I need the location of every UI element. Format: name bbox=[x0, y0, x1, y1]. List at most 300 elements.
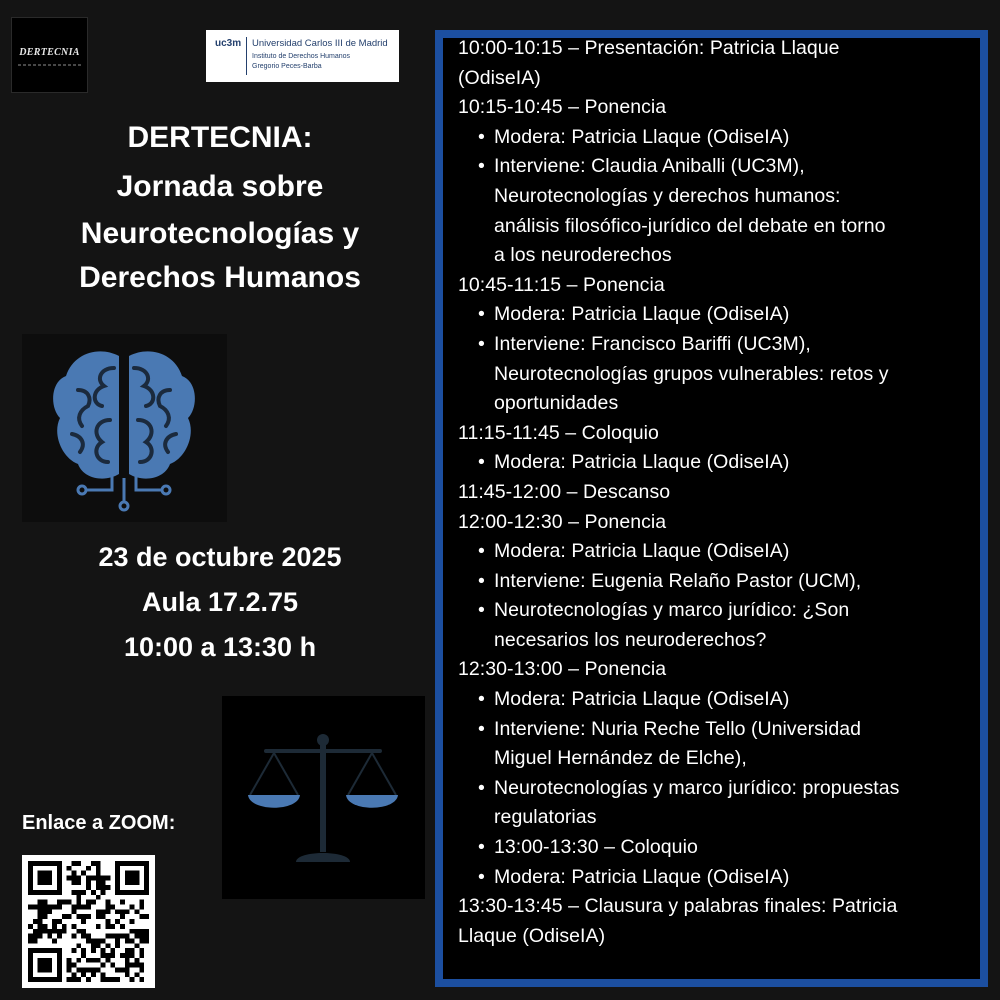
program-text-line: 10:15-10:45 – Ponencia bbox=[458, 96, 667, 119]
qr-module bbox=[67, 977, 72, 982]
qr-module bbox=[38, 963, 43, 968]
qr-module bbox=[105, 977, 110, 982]
qr-module bbox=[33, 977, 38, 982]
qr-module bbox=[139, 953, 144, 958]
qr-module bbox=[139, 900, 144, 905]
qr-module bbox=[76, 914, 81, 919]
qr-module bbox=[120, 934, 125, 939]
qr-module bbox=[86, 880, 91, 885]
qr-module bbox=[38, 977, 43, 982]
qr-module bbox=[57, 963, 62, 968]
qr-module bbox=[43, 948, 48, 953]
qr-module bbox=[43, 876, 48, 881]
qr-module bbox=[67, 900, 72, 905]
qr-module bbox=[62, 914, 67, 919]
qr-module bbox=[101, 972, 106, 977]
qr-module bbox=[52, 861, 57, 866]
qr-module bbox=[28, 967, 33, 972]
qr-module bbox=[62, 929, 67, 934]
qr-module bbox=[38, 934, 43, 939]
qr-module bbox=[76, 895, 81, 900]
scales-icon-panel bbox=[222, 696, 425, 899]
qr-module bbox=[139, 938, 144, 943]
brain-icon-panel bbox=[22, 334, 227, 522]
qr-module bbox=[91, 972, 96, 977]
qr-module bbox=[76, 876, 81, 881]
qr-module bbox=[86, 885, 91, 890]
qr-module bbox=[101, 880, 106, 885]
qr-module bbox=[105, 953, 110, 958]
qr-module bbox=[120, 953, 125, 958]
qr-module bbox=[120, 914, 125, 919]
bullet-icon: • bbox=[478, 836, 485, 859]
qr-module bbox=[38, 909, 43, 914]
qr-module bbox=[110, 948, 115, 953]
qr-module bbox=[91, 876, 96, 881]
qr-module bbox=[86, 905, 91, 910]
brain-icon bbox=[22, 334, 227, 522]
qr-module bbox=[110, 924, 115, 929]
qr-module bbox=[47, 929, 52, 934]
qr-module bbox=[139, 963, 144, 968]
qr-module bbox=[105, 900, 110, 905]
zoom-qr-code[interactable] bbox=[22, 855, 155, 988]
qr-module bbox=[57, 958, 62, 963]
qr-module bbox=[125, 876, 130, 881]
qr-module bbox=[72, 977, 77, 982]
program-detail-item bbox=[458, 567, 978, 597]
qr-module bbox=[91, 938, 96, 943]
program-text-line: Llaque (OdiseIA) bbox=[458, 924, 606, 947]
qr-module bbox=[96, 958, 101, 963]
qr-module bbox=[86, 938, 91, 943]
bullet-icon: • bbox=[478, 332, 485, 355]
program-text-line: Interviene: Francisco Bariffi (UC3M), bbox=[494, 332, 811, 355]
qr-module bbox=[43, 909, 48, 914]
qr-module bbox=[28, 880, 33, 885]
qr-module bbox=[72, 905, 77, 910]
qr-module bbox=[43, 958, 48, 963]
qr-module bbox=[110, 963, 115, 968]
bullet-icon: • bbox=[478, 776, 485, 799]
qr-module bbox=[125, 890, 130, 895]
program-detail-item bbox=[458, 152, 978, 270]
qr-module bbox=[62, 924, 67, 929]
qr-module bbox=[130, 871, 135, 876]
qr-module bbox=[96, 876, 101, 881]
bullet-icon: • bbox=[478, 125, 485, 148]
qr-module bbox=[144, 934, 149, 939]
program-text-line: Neurotecnologías y marco jurídico: propuestas bbox=[494, 776, 900, 799]
qr-module bbox=[134, 890, 139, 895]
qr-module bbox=[144, 866, 149, 871]
title-line-4: Derechos Humanos bbox=[79, 261, 361, 294]
qr-module bbox=[139, 890, 144, 895]
qr-module bbox=[125, 953, 130, 958]
qr-module bbox=[144, 861, 149, 866]
qr-module bbox=[125, 963, 130, 968]
qr-module bbox=[96, 885, 101, 890]
scales-of-justice-icon bbox=[222, 696, 425, 899]
qr-module bbox=[57, 871, 62, 876]
qr-module bbox=[110, 977, 115, 982]
program-text-line: Neurotecnologías grupos vulnerables: retos y bbox=[494, 362, 889, 385]
qr-module bbox=[125, 948, 130, 953]
qr-code-icon[interactable] bbox=[28, 861, 149, 982]
qr-module bbox=[57, 876, 62, 881]
qr-module bbox=[120, 924, 125, 929]
qr-module bbox=[125, 861, 130, 866]
qr-module bbox=[105, 905, 110, 910]
qr-module bbox=[28, 924, 33, 929]
qr-module bbox=[134, 861, 139, 866]
qr-module bbox=[81, 871, 86, 876]
program-text-line: Modera: Patricia Llaque (OdiseIA) bbox=[494, 540, 790, 563]
qr-module bbox=[96, 938, 101, 943]
qr-module bbox=[72, 876, 77, 881]
qr-module bbox=[110, 934, 115, 939]
program-detail-item bbox=[458, 330, 978, 419]
qr-module bbox=[57, 880, 62, 885]
qr-module bbox=[110, 953, 115, 958]
qr-module bbox=[57, 948, 62, 953]
qr-module bbox=[81, 948, 86, 953]
qr-module bbox=[57, 866, 62, 871]
qr-module bbox=[101, 914, 106, 919]
qr-module bbox=[81, 972, 86, 977]
qr-module bbox=[96, 895, 101, 900]
qr-module bbox=[130, 938, 135, 943]
program-detail-item bbox=[458, 300, 978, 330]
program-text-line: 10:45-11:15 – Ponencia bbox=[458, 273, 665, 296]
qr-module bbox=[96, 909, 101, 914]
qr-module bbox=[57, 900, 62, 905]
qr-module bbox=[47, 861, 52, 866]
qr-module bbox=[67, 963, 72, 968]
qr-module bbox=[76, 880, 81, 885]
qr-module bbox=[125, 880, 130, 885]
qr-module bbox=[33, 948, 38, 953]
qr-module bbox=[81, 967, 86, 972]
qr-module bbox=[96, 866, 101, 871]
qr-module bbox=[144, 929, 149, 934]
qr-module bbox=[33, 919, 38, 924]
qr-module bbox=[86, 866, 91, 871]
qr-module bbox=[101, 963, 106, 968]
program-text-line: 10:00-10:15 – Presentación: Patricia Llaque bbox=[458, 37, 840, 59]
program-text-line: oportunidades bbox=[494, 392, 619, 415]
qr-module bbox=[28, 958, 33, 963]
qr-module bbox=[28, 885, 33, 890]
uc3m-logo bbox=[206, 30, 399, 82]
bullet-icon: • bbox=[478, 303, 485, 326]
qr-module bbox=[76, 943, 81, 948]
qr-module bbox=[57, 934, 62, 939]
qr-module bbox=[28, 934, 33, 939]
qr-module bbox=[115, 967, 120, 972]
qr-module bbox=[96, 943, 101, 948]
qr-module bbox=[38, 861, 43, 866]
qr-module bbox=[76, 929, 81, 934]
program-text-line: regulatorias bbox=[494, 806, 597, 829]
qr-module bbox=[139, 861, 144, 866]
qr-module bbox=[28, 953, 33, 958]
qr-module bbox=[86, 977, 91, 982]
program-text-line: Modera: Patricia Llaque (OdiseIA) bbox=[494, 865, 790, 888]
qr-module bbox=[96, 924, 101, 929]
qr-module bbox=[101, 938, 106, 943]
qr-module bbox=[57, 905, 62, 910]
qr-module bbox=[52, 924, 57, 929]
program-detail-item bbox=[458, 123, 978, 153]
program-detail-item bbox=[458, 537, 978, 567]
qr-module bbox=[28, 876, 33, 881]
program-text-line: Modera: Patricia Llaque (OdiseIA) bbox=[494, 125, 790, 148]
bullet-icon: • bbox=[478, 451, 485, 474]
qr-module bbox=[115, 876, 120, 881]
program-text-line: Interviene: Eugenia Relaño Pastor (UCM), bbox=[494, 569, 862, 592]
qr-module bbox=[120, 967, 125, 972]
qr-module bbox=[33, 929, 38, 934]
qr-module bbox=[72, 948, 77, 953]
qr-module bbox=[43, 861, 48, 866]
qr-module bbox=[120, 909, 125, 914]
program-text-line: 11:45-12:00 – Descanso bbox=[458, 480, 671, 503]
bullet-icon: • bbox=[478, 599, 485, 622]
qr-module bbox=[72, 909, 77, 914]
event-time: 10:00 a 13:30 h bbox=[123, 632, 317, 662]
qr-module bbox=[76, 967, 81, 972]
qr-module bbox=[86, 967, 91, 972]
qr-module bbox=[91, 861, 96, 866]
qr-module bbox=[130, 948, 135, 953]
qr-module bbox=[115, 866, 120, 871]
program-text-line: Neurotecnologías y derechos humanos: bbox=[494, 184, 841, 207]
qr-module bbox=[43, 924, 48, 929]
qr-module bbox=[57, 953, 62, 958]
qr-module bbox=[115, 885, 120, 890]
qr-module bbox=[28, 866, 33, 871]
qr-module bbox=[43, 871, 48, 876]
qr-module bbox=[130, 977, 135, 982]
qr-module bbox=[38, 929, 43, 934]
program-text-line: análisis filosófico-jurídico del debate en torno bbox=[494, 214, 886, 237]
qr-module bbox=[47, 909, 52, 914]
program-text-line: 11:15-11:45 – Coloquio bbox=[458, 421, 659, 444]
qr-module bbox=[130, 919, 135, 924]
qr-module bbox=[139, 905, 144, 910]
qr-module bbox=[125, 958, 130, 963]
qr-module bbox=[33, 938, 38, 943]
program-text-line: a los neuroderechos bbox=[494, 244, 672, 267]
qr-module bbox=[43, 977, 48, 982]
qr-module bbox=[57, 967, 62, 972]
qr-module bbox=[28, 861, 33, 866]
program-detail-item bbox=[458, 685, 978, 715]
qr-module bbox=[81, 934, 86, 939]
qr-module bbox=[43, 963, 48, 968]
qr-module bbox=[115, 861, 120, 866]
qr-module bbox=[72, 963, 77, 968]
bullet-icon: • bbox=[478, 155, 485, 178]
program-detail-item bbox=[458, 715, 978, 774]
qr-module bbox=[43, 890, 48, 895]
qr-module bbox=[130, 880, 135, 885]
qr-module bbox=[57, 861, 62, 866]
program-text-line: Miguel Hernández de Elche), bbox=[494, 747, 747, 770]
qr-module bbox=[130, 929, 135, 934]
qr-module bbox=[134, 963, 139, 968]
qr-module bbox=[144, 938, 149, 943]
qr-module bbox=[62, 900, 67, 905]
qr-module bbox=[144, 890, 149, 895]
qr-module bbox=[72, 890, 77, 895]
program-text-line: Neurotecnologías y marco jurídico: ¿Son bbox=[494, 599, 850, 622]
qr-module bbox=[81, 890, 86, 895]
qr-module bbox=[43, 914, 48, 919]
program-detail-item bbox=[458, 833, 978, 863]
qr-module bbox=[52, 919, 57, 924]
program-time-slot bbox=[458, 34, 978, 93]
qr-module bbox=[91, 890, 96, 895]
qr-module bbox=[130, 963, 135, 968]
qr-module bbox=[52, 905, 57, 910]
qr-module bbox=[38, 880, 43, 885]
qr-module bbox=[139, 914, 144, 919]
program-time-slot bbox=[458, 508, 978, 538]
program-text-line: 12:00-12:30 – Ponencia bbox=[458, 510, 667, 533]
qr-module bbox=[125, 871, 130, 876]
program-time-slot bbox=[458, 271, 978, 301]
qr-module bbox=[105, 943, 110, 948]
qr-module bbox=[86, 914, 91, 919]
qr-module bbox=[81, 953, 86, 958]
program-text-line: (OdiseIA) bbox=[458, 66, 541, 89]
qr-module bbox=[28, 890, 33, 895]
qr-module bbox=[134, 880, 139, 885]
qr-module bbox=[38, 900, 43, 905]
qr-module bbox=[67, 967, 72, 972]
bullet-icon: • bbox=[478, 540, 485, 563]
qr-module bbox=[130, 905, 135, 910]
qr-module bbox=[81, 914, 86, 919]
qr-module bbox=[72, 924, 77, 929]
qr-module bbox=[76, 958, 81, 963]
qr-module bbox=[57, 919, 62, 924]
qr-module bbox=[144, 876, 149, 881]
qr-module bbox=[28, 972, 33, 977]
qr-module bbox=[72, 972, 77, 977]
program-text-line: Modera: Patricia Llaque (OdiseIA) bbox=[494, 303, 790, 326]
qr-module bbox=[91, 948, 96, 953]
event-date: 23 de octubre 2025 bbox=[98, 542, 342, 572]
qr-module bbox=[38, 876, 43, 881]
qr-module bbox=[33, 905, 38, 910]
qr-module bbox=[43, 929, 48, 934]
qr-module bbox=[134, 909, 139, 914]
qr-module bbox=[38, 967, 43, 972]
qr-module bbox=[144, 914, 149, 919]
qr-module bbox=[28, 977, 33, 982]
qr-module bbox=[47, 963, 52, 968]
qr-module bbox=[47, 890, 52, 895]
qr-module bbox=[139, 934, 144, 939]
qr-module bbox=[105, 958, 110, 963]
qr-module bbox=[52, 938, 57, 943]
qr-module bbox=[28, 948, 33, 953]
program-detail-item bbox=[458, 863, 978, 893]
qr-module bbox=[43, 905, 48, 910]
qr-module bbox=[134, 958, 139, 963]
bullet-icon: • bbox=[478, 569, 485, 592]
qr-module bbox=[47, 958, 52, 963]
dertecnia-logo bbox=[11, 17, 88, 93]
title-line-3: Neurotecnologías y bbox=[80, 217, 360, 250]
qr-module bbox=[115, 977, 120, 982]
qr-module bbox=[96, 914, 101, 919]
qr-module bbox=[38, 890, 43, 895]
qr-module bbox=[101, 948, 106, 953]
qr-module bbox=[43, 900, 48, 905]
qr-module bbox=[125, 938, 130, 943]
qr-module bbox=[52, 890, 57, 895]
qr-module bbox=[130, 890, 135, 895]
qr-module bbox=[144, 885, 149, 890]
qr-module bbox=[38, 948, 43, 953]
qr-module bbox=[38, 958, 43, 963]
qr-module bbox=[76, 861, 81, 866]
program-time-slot bbox=[458, 93, 978, 123]
program-text-line: Interviene: Nuria Reche Tello (Universidad bbox=[494, 717, 862, 740]
qr-module bbox=[52, 929, 57, 934]
qr-module bbox=[33, 890, 38, 895]
qr-module bbox=[67, 866, 72, 871]
qr-module bbox=[38, 919, 43, 924]
qr-module bbox=[67, 876, 72, 881]
bullet-icon: • bbox=[478, 717, 485, 740]
uc3m-divider bbox=[246, 37, 247, 75]
qr-module bbox=[76, 900, 81, 905]
program-detail-item bbox=[458, 448, 978, 478]
qr-module bbox=[105, 876, 110, 881]
qr-module bbox=[120, 890, 125, 895]
qr-module bbox=[144, 871, 149, 876]
title-line-1: DERTECNIA: bbox=[127, 121, 313, 154]
dertecnia-logo-text: DERTECNIA bbox=[19, 47, 80, 58]
qr-module bbox=[115, 890, 120, 895]
program-time-slot bbox=[458, 419, 978, 449]
qr-module bbox=[57, 890, 62, 895]
qr-module bbox=[115, 909, 120, 914]
qr-module bbox=[125, 972, 130, 977]
qr-module bbox=[101, 885, 106, 890]
qr-module bbox=[105, 934, 110, 939]
program-text-line: 12:30-13:00 – Ponencia bbox=[458, 658, 667, 681]
qr-module bbox=[47, 876, 52, 881]
qr-module bbox=[38, 914, 43, 919]
qr-module bbox=[81, 929, 86, 934]
qr-module bbox=[47, 948, 52, 953]
qr-module bbox=[115, 938, 120, 943]
qr-module bbox=[86, 934, 91, 939]
dertecnia-logo-subtitle-rule bbox=[18, 64, 81, 66]
program-detail-item bbox=[458, 774, 978, 833]
qr-module bbox=[52, 948, 57, 953]
qr-module bbox=[28, 905, 33, 910]
qr-module bbox=[134, 943, 139, 948]
qr-module bbox=[96, 967, 101, 972]
program-detail-item bbox=[458, 596, 978, 655]
